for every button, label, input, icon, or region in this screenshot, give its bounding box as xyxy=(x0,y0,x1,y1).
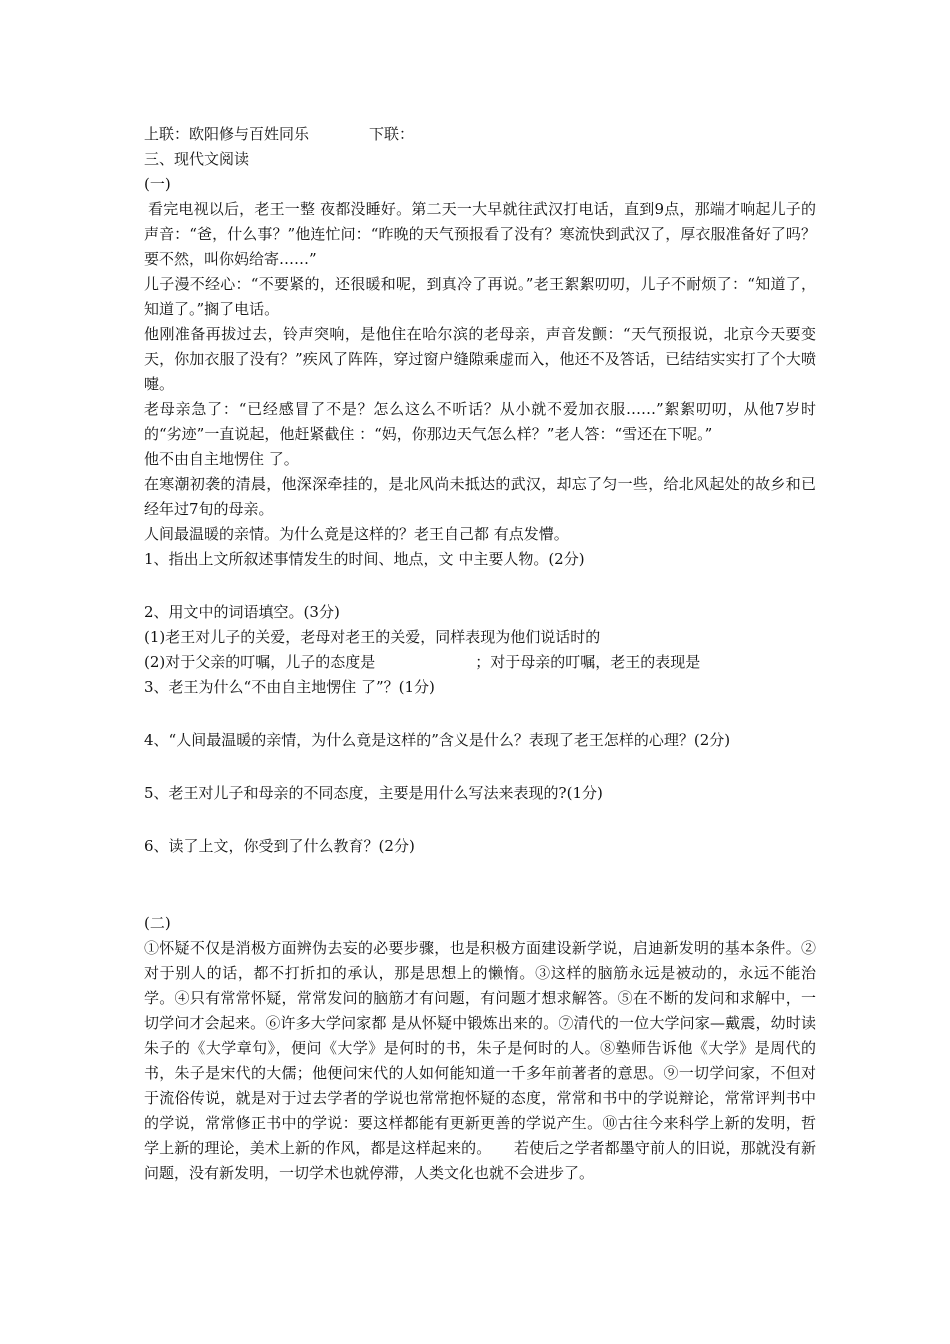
question-2b-right: ；对于母亲的叮嘱，老王的表现是 xyxy=(475,653,701,671)
question-4: 4、“人间最温暖的亲情，为什么竟是这样的”含义是什么？表现了老王怎样的心理？(2分) xyxy=(144,731,731,749)
part1-paragraph-3: 他刚准备再拔过去，铃声突响，是他住在哈尔滨的老母亲，声音发颤：“天气预报说，北京今天要变天，你加衣服了没有？”疾风了阵阵，穿过窗户缝隙乘虚而入，他还不及答话，已结结实实打了个大喷嚏。 xyxy=(144,325,816,393)
part1-label: (一) xyxy=(144,175,171,193)
couplet-lower: 下联： xyxy=(369,125,415,143)
question-3: 3、老王为什么“不由自主地愣住 了”？(1分) xyxy=(144,678,435,696)
couplet-line xyxy=(144,122,816,147)
question-5: 5、老王对儿子和母亲的不同态度，主要是用什么写法来表现的?(1分) xyxy=(144,784,603,802)
question-1: 1、指出上文所叙述事情发生的时间、地点，文 中主要人物。(2分) xyxy=(144,550,585,568)
answer-space-3 xyxy=(144,700,816,728)
part2-label: (二) xyxy=(144,914,171,932)
part1-paragraph-5: 他不由自主地愣住 了。 xyxy=(144,450,299,468)
section-title: 三、现代文阅读 xyxy=(144,150,250,168)
couplet-upper: 上联：欧阳修与百姓同乐 xyxy=(144,125,310,143)
part1-paragraph-4: 老母亲急了：“已经感冒了不是？怎么这么不听话？从小就不爱加衣服……”絮絮叨叨，从他7岁时的“劣迹”一直说起，他赶紧截住 ：“妈，你那边天气怎么样？”老人答：“雪还在下呢。” xyxy=(144,400,816,443)
document-page xyxy=(144,122,816,1186)
question-2: 2、用文中的词语填空。(3分) xyxy=(144,603,340,621)
question-2b-left: (2)对于父亲的叮嘱，儿子的态度是 xyxy=(144,653,376,671)
part1-paragraph-7: 人间最温暖的亲情。为什么竟是这样的？老王自己都 有点发懵。 xyxy=(144,525,569,543)
question-2b xyxy=(144,650,816,675)
answer-space-6 xyxy=(144,859,816,911)
question-6: 6、读了上文，你受到了什么教育？(2分) xyxy=(144,837,415,855)
answer-space-1 xyxy=(144,572,816,600)
answer-space-4 xyxy=(144,753,816,781)
part2-paragraph: ①怀疑不仅是消极方面辨伪去妄的必要步骤，也是积极方面建设新学说，启迪新发明的基本条件。②对于别人的话，都不打折扣的承认，那是思想上的懒惰。③这样的脑筋永远是被动的，永远不能治学。④只有常常怀疑，常常发问的脑筋才有问题，有问题才想求解答。⑤在不断的发问和求解中，一切学问才会起来。⑥许多大学问家都 是从怀疑中锻炼出来的。⑦清代的一位大学问家—戴震，幼时读朱子的《大学章句》，便问《大学》是何时的书，朱子是何时的人。⑧塾师告诉他《大学》是周代的书，朱子是宋代的大儒；他便问宋代的人如何能知道一千多年前著者的意思。⑨一切学问家，不但对于流俗传说，就是对于过去学者的学说也常常抱怀疑的态度，常常和书中的学说辩论，常常评判书中的学说，常常修正书中的学说：要这样都能有更新更善的学说产生。⑩古往今来科学上新的发明，哲学上新的理论，美术上新的作风，都是这样起来的。 若使后之学者都墨守前人的旧说，那就没有新问题，没有新发明，一切学术也就停滞，人类文化也就不会进步了。 xyxy=(144,939,816,1182)
part1-paragraph-2: 儿子漫不经心：“不要紧的，还很暖和呢，到真冷了再说。”老王絮絮叨叨，儿子不耐烦了：“知道了，知道了。”搁了电话。 xyxy=(144,275,816,318)
question-2a: (1)老王对儿子的关爱，老母对老王的关爱，同样表现为他们说话时的 xyxy=(144,628,601,646)
part1-paragraph-1: 看完电视以后，老王一整 夜都没睡好。第二天一大早就往武汉打电话，直到9点，那端才响起儿子的声音：“爸，什么事？”他连忙问：“昨晚的天气预报看了没有？寒流快到武汉了，厚衣服准备好了吗？要不然，叫你妈给寄……” xyxy=(144,200,816,268)
part1-paragraph-6: 在寒潮初袭的清晨，他深深牵挂的，是北风尚未抵达的武汉，却忘了匀一些，给北风起处的故乡和已经年过7旬的母亲。 xyxy=(144,475,816,518)
answer-space-5 xyxy=(144,806,816,834)
